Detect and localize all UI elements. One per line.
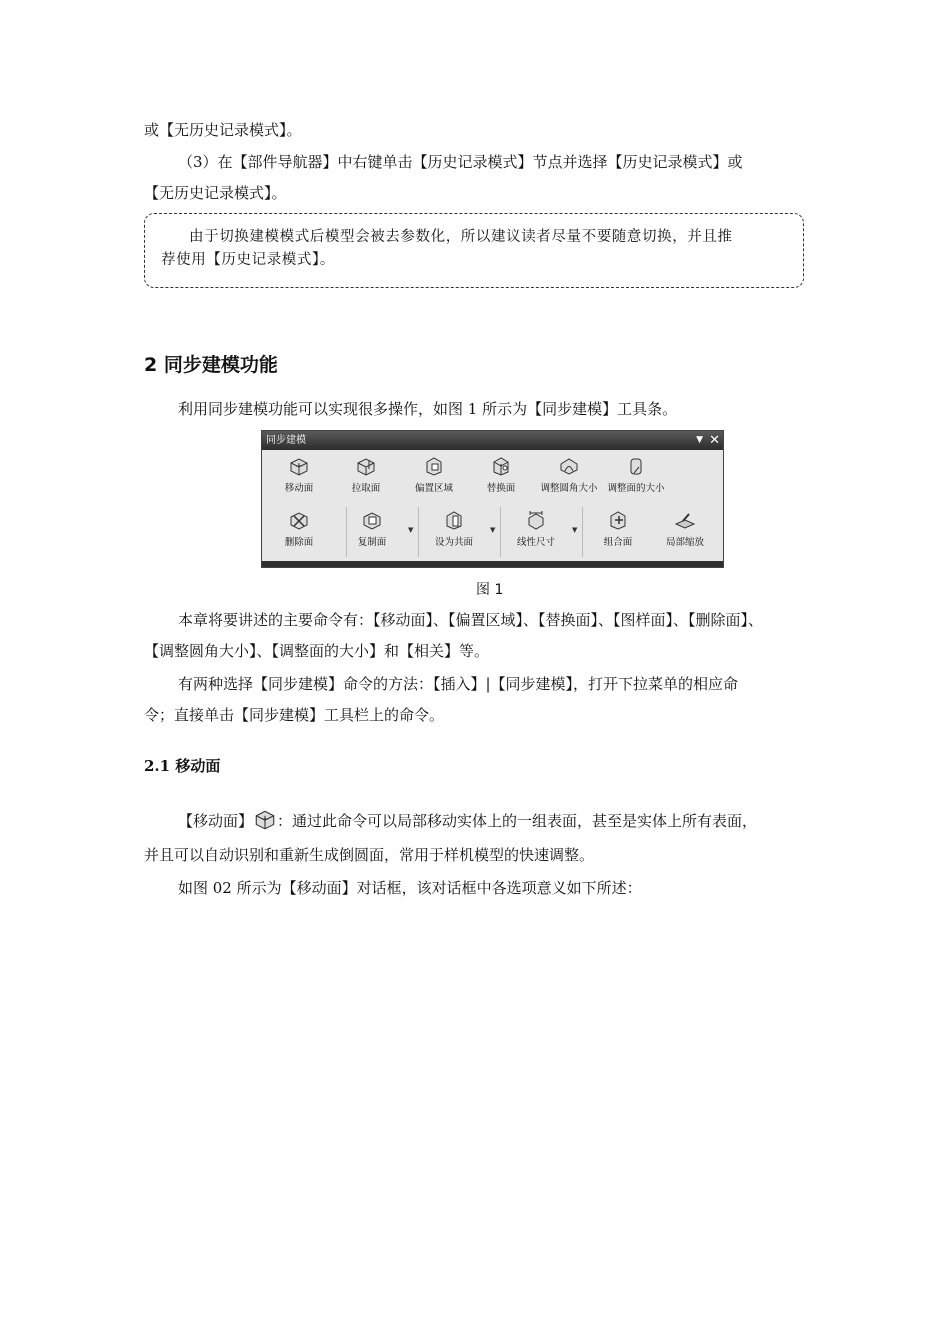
linear-dimension-icon	[525, 510, 547, 530]
text-line: 或【无历史记录模式】。	[144, 121, 302, 139]
tool-label: 调整面的大小	[607, 483, 665, 494]
tool-label: 局部缩放	[665, 537, 704, 548]
note-line: 由于切换建模模式后模型会被去参数化，所以建议读者尽量不要随意切换，并且推	[189, 229, 733, 245]
dropdown-arrow-icon[interactable]: ▼	[490, 526, 496, 534]
local-scale-button[interactable]	[653, 510, 717, 552]
resize-face-icon	[625, 456, 647, 476]
combine-face-icon	[607, 510, 629, 530]
replace-face-button[interactable]	[469, 456, 533, 498]
toolbar-titlebar	[262, 431, 723, 450]
tool-label: 移动面	[284, 483, 314, 494]
copy-face-button[interactable]	[340, 510, 404, 552]
dropdown-arrow-icon[interactable]: ▼	[572, 526, 578, 534]
dropdown-arrow-icon[interactable]: ▼	[408, 526, 414, 534]
copy-face-icon	[361, 510, 383, 530]
text-line: 令；直接单击【同步建模】工具栏上的命令。	[144, 706, 445, 724]
text-line: 【调整圆角大小】、【调整面的大小】和【相关】等。	[144, 642, 490, 660]
replace-face-icon	[490, 456, 512, 476]
tool-label: 设为共面	[434, 537, 473, 548]
tool-label: 调整圆角大小	[540, 483, 598, 494]
delete-face-icon	[288, 510, 310, 530]
toolbar-title: 同步建模	[266, 435, 306, 446]
text-line: 并且可以自动识别和重新生成倒圆面，常用于样机模型的快速调整。	[144, 846, 595, 864]
tool-label: 删除面	[284, 537, 314, 548]
move-face-icon	[288, 456, 310, 476]
tool-label: 线性尺寸	[516, 537, 555, 548]
text-line: （3）在【部件导航器】中右键单击【历史记录模式】节点并选择【历史记录模式】或	[178, 153, 743, 171]
tool-label: 拉取面	[351, 483, 381, 494]
close-icon[interactable]: ✕	[709, 433, 720, 448]
offset-region-button[interactable]	[402, 456, 466, 498]
offset-region-icon	[423, 456, 445, 476]
resize-blend-icon	[558, 456, 580, 476]
pull-face-button[interactable]	[334, 456, 398, 498]
local-scale-icon	[674, 510, 696, 530]
pull-face-icon	[355, 456, 377, 476]
make-coplanar-button[interactable]	[422, 510, 486, 552]
tool-label: 复制面	[357, 537, 387, 548]
resize-blend-button[interactable]	[537, 456, 601, 498]
triangle-down-icon[interactable]: ▼	[696, 435, 703, 445]
sync-modeling-toolbar	[261, 430, 724, 568]
delete-face-button[interactable]	[267, 510, 331, 552]
move-face-icon	[253, 808, 277, 830]
tool-label: 组合面	[603, 537, 633, 548]
divider	[418, 507, 419, 557]
text-rest: ：通过此命令可以局部移动实体上的一组表面，甚至是实体上所有表面，	[277, 812, 758, 830]
resize-face-button[interactable]	[604, 456, 668, 498]
divider	[500, 507, 501, 557]
tool-label: 替换面	[486, 483, 516, 494]
combine-face-button[interactable]	[586, 510, 650, 552]
toolbar-bottom-bar	[262, 561, 723, 567]
note-box	[144, 213, 804, 288]
text-line: 本章将要讲述的主要命令有：【移动面】、【偏置区域】、【替换面】、【图样面】、【删除面】、	[178, 611, 764, 629]
section-heading: 2 同步建模功能	[144, 354, 278, 376]
note-line: 荐使用【历史记录模式】。	[161, 252, 335, 268]
subsection-heading: 2.1 移动面	[144, 757, 221, 775]
text-line	[178, 808, 808, 831]
divider	[582, 507, 583, 557]
figure-caption: 图 1	[476, 582, 504, 598]
move-face-button[interactable]	[267, 456, 331, 498]
tool-label: 偏置区域	[414, 483, 453, 494]
make-coplanar-icon	[443, 510, 465, 530]
linear-dimension-button[interactable]	[504, 510, 568, 552]
text-line: 如图 02 所示为【移动面】对话框，该对话框中各选项意义如下所述：	[178, 879, 642, 897]
text-line: 有两种选择【同步建模】命令的方法：【插入】|【同步建模】，打开下拉菜单的相应命	[178, 675, 739, 693]
text-line: 利用同步建模功能可以实现很多操作，如图 1 所示为【同步建模】工具条。	[178, 400, 678, 418]
text-line: 【无历史记录模式】。	[144, 184, 287, 202]
move-face-ref: 【移动面】	[178, 812, 254, 830]
